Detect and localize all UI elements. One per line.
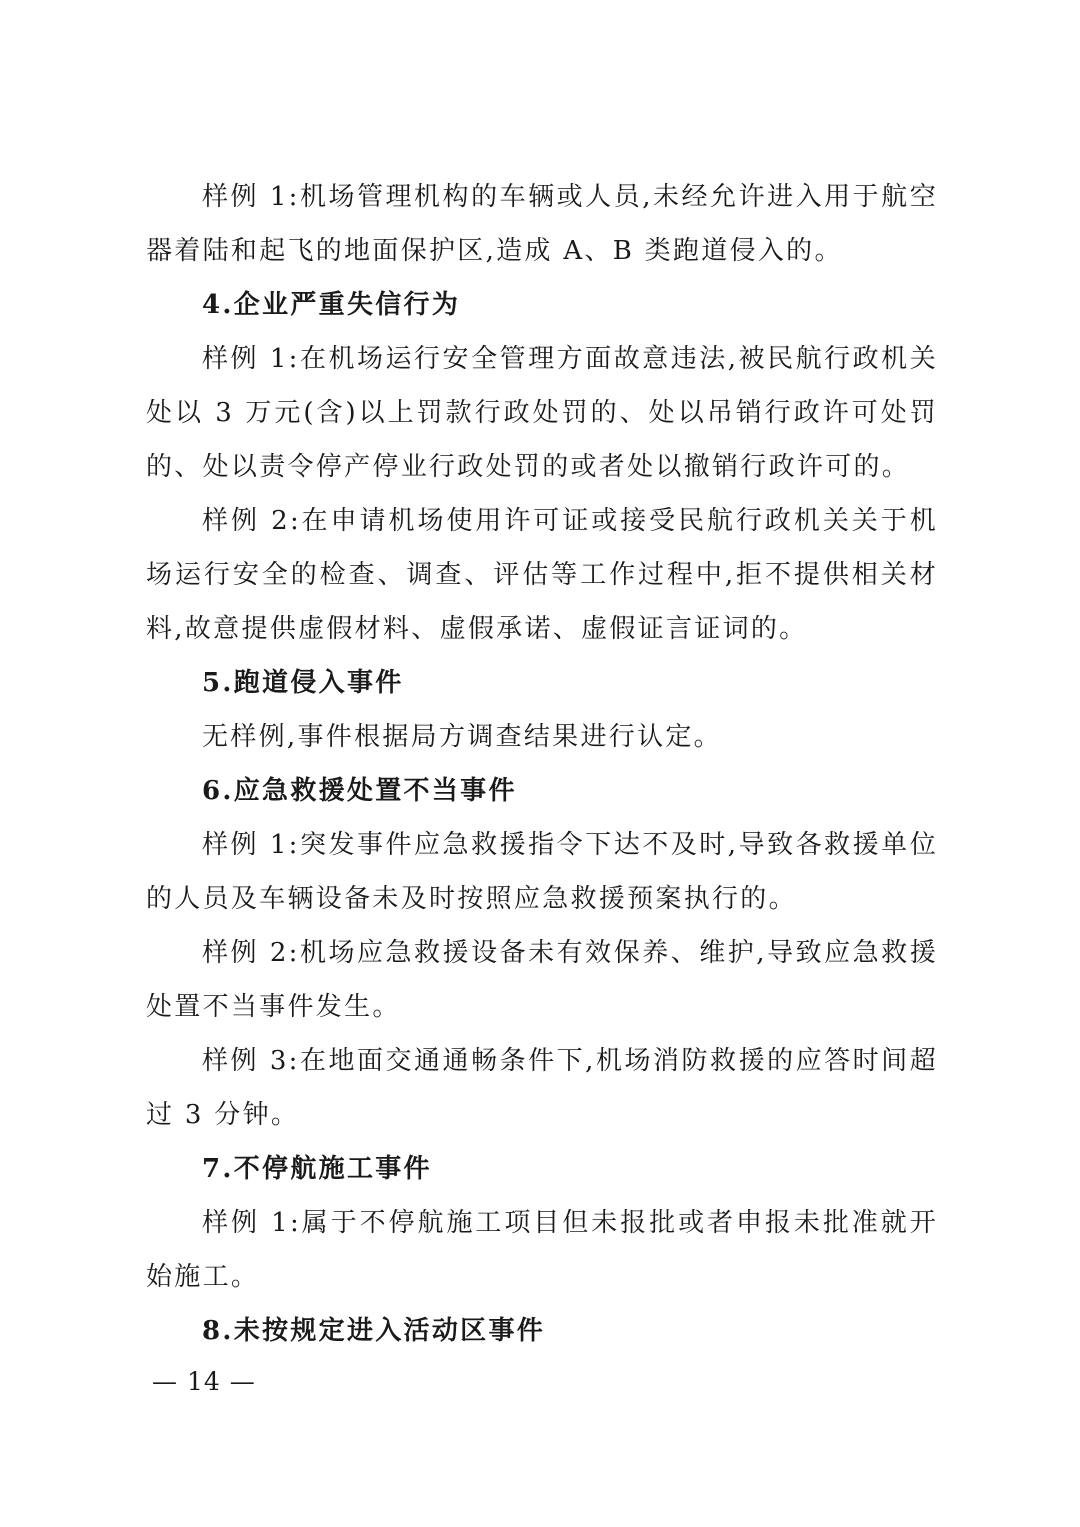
heading-movement-area-event: 8.未按规定进入活动区事件: [202, 1316, 546, 1346]
heading-construction-event: 7.不停航施工事件: [202, 1154, 432, 1184]
paragraph-sample-construction: 样例 1:属于不停航施工项目但未报批或者申报未批准就开始施工。: [146, 1208, 938, 1292]
paragraph-sample-emergency-1: 样例 1:突发事件应急救援指令下达不及时,导致各救援单位的人员及车辆设备未及时按照应急救援预案执行的。: [146, 830, 938, 914]
paragraph-sample-runway-incursion: 样例 1:机场管理机构的车辆或人员,未经允许进入用于航空器着陆和起飞的地面保护区,造成 A、B 类跑道侵入的。: [146, 182, 938, 266]
paragraph-sample-emergency-3: 样例 3:在地面交通通畅条件下,机场消防救援的应答时间超过 3 分钟。: [146, 1046, 938, 1130]
paragraph-no-sample: 无样例,事件根据局方调查结果进行认定。: [202, 722, 722, 752]
heading-serious-dishonesty: 4.企业严重失信行为: [202, 290, 461, 320]
document-body: [146, 170, 938, 1358]
paragraph-sample-penalty: 样例 1:在机场运行安全管理方面故意违法,被民航行政机关处以 3 万元(含)以上罚款行政处罚的、处以吊销行政许可处罚的、处以责令停产停业行政处罚的或者处以撤销行政许可的。: [146, 344, 938, 482]
paragraph-sample-false-materials: 样例 2:在申请机场使用许可证或接受民航行政机关关于机场运行安全的检查、调查、评估等工作过程中,拒不提供相关材料,故意提供虚假材料、虚假承诺、虚假证言证词的。: [146, 506, 938, 644]
heading-emergency-response-event: 6.应急救援处置不当事件: [202, 776, 517, 806]
page-number: — 14 —: [152, 1367, 256, 1396]
heading-runway-incursion-event: 5.跑道侵入事件: [202, 668, 404, 698]
paragraph-sample-emergency-2: 样例 2:机场应急救援设备未有效保养、维护,导致应急救援处置不当事件发生。: [146, 938, 938, 1022]
